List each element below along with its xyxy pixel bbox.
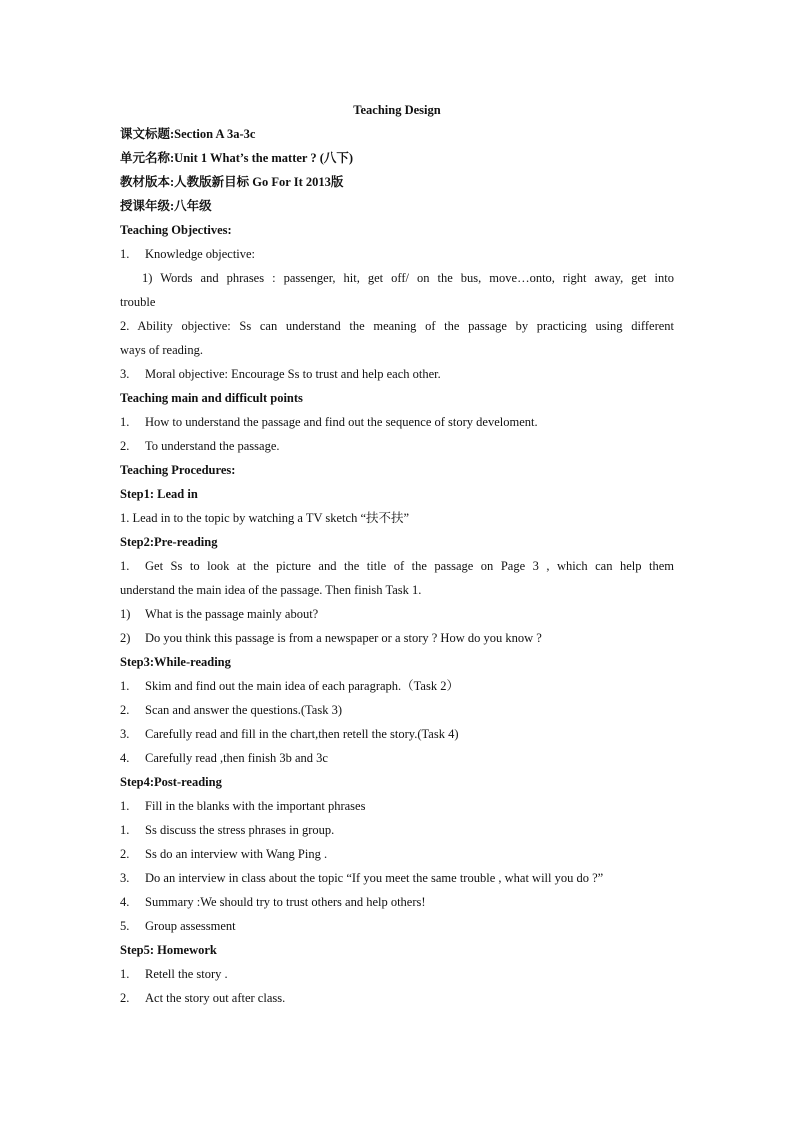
- list-number: 1.: [120, 247, 130, 261]
- list-number: 3.: [120, 871, 130, 885]
- step2-question-1: [120, 602, 674, 626]
- list-text: Scan and answer the questions.(Task 3): [145, 703, 342, 717]
- list-text: Get Ss to look at the picture and the title of the passage on Page 3 , which can help them: [145, 559, 674, 573]
- list-text: Ss do an interview with Wang Ping .: [145, 847, 328, 861]
- list-number: 4.: [120, 751, 130, 765]
- objectives-heading: Teaching Objectives:: [120, 223, 232, 237]
- list-text: Moral objective: Encourage Ss to trust and help each other.: [145, 367, 441, 381]
- list-text: Do an interview in class about the topic “If you meet the same trouble , what will you do ?”: [145, 871, 604, 885]
- step4-item-5: [120, 890, 674, 914]
- step3-item-3: [120, 722, 674, 746]
- step3-item-1: [120, 674, 674, 698]
- list-number: 2.: [120, 319, 130, 333]
- step4-item-4: [120, 866, 674, 890]
- step1-heading: Step1: Lead in: [120, 487, 198, 501]
- list-text: Ability objective: Ss can understand the meaning of the passage by practicing using different: [137, 319, 675, 333]
- objective-item-3: [120, 362, 674, 386]
- step4-heading: Step4:Post-reading: [120, 775, 222, 789]
- step2-question-2: [120, 626, 674, 650]
- list-number: 5.: [120, 919, 130, 933]
- step3-item-2: [120, 698, 674, 722]
- step3-item-4: [120, 746, 674, 770]
- step2-heading: Step2:Pre-reading: [120, 535, 218, 549]
- list-number: 2.: [120, 439, 130, 453]
- list-text: To understand the passage.: [145, 439, 280, 453]
- list-text: Skim and find out the main idea of each paragraph.（Task 2）: [145, 679, 459, 693]
- meta-textbook-version: 教材版本:人教版新目标 Go For It 2013版: [120, 175, 344, 189]
- list-text: Carefully read ,then finish 3b and 3c: [145, 751, 328, 765]
- list-number: 1.: [120, 415, 130, 429]
- list-number: 1): [120, 607, 131, 621]
- step4-item-6: [120, 914, 674, 938]
- list-number: 2): [120, 631, 131, 645]
- list-number: 1.: [120, 559, 130, 573]
- meta-grade: 授课年级:八年级: [120, 199, 212, 213]
- list-number: 2.: [120, 991, 130, 1005]
- list-number: 2.: [120, 847, 130, 861]
- list-text: Knowledge objective:: [145, 247, 256, 261]
- step4-item-1: [120, 794, 674, 818]
- step3-heading: Step3:While-reading: [120, 655, 231, 669]
- step5-heading: Step5: Homework: [120, 943, 217, 957]
- procedures-heading: Teaching Procedures:: [120, 463, 236, 477]
- list-number: 1.: [120, 967, 130, 981]
- list-number: 1.: [120, 823, 130, 837]
- list-number: 1.: [120, 679, 130, 693]
- document-page: [120, 98, 674, 1010]
- points-item-2: [120, 434, 674, 458]
- step1-item: 1. Lead in to the topic by watching a TV sketch “扶不扶”: [120, 511, 410, 525]
- points-item-1: [120, 410, 674, 434]
- objective-item-2-line-2: ways of reading.: [120, 343, 203, 357]
- step5-item-1: [120, 962, 674, 986]
- list-number: 2.: [120, 703, 130, 717]
- step4-item-3: [120, 842, 674, 866]
- list-text: Carefully read and fill in the chart,then retell the story.(Task 4): [145, 727, 459, 741]
- objective-item-1: [120, 242, 674, 266]
- step2-item-line-2: understand the main idea of the passage. Then finish Task 1.: [120, 583, 422, 597]
- list-text: Summary :We should try to trust others and help others!: [145, 895, 426, 909]
- list-number: 4.: [120, 895, 130, 909]
- step5-item-2: [120, 986, 674, 1010]
- objective-item-2-line-1: [120, 314, 674, 338]
- list-text: Ss discuss the stress phrases in group.: [145, 823, 335, 837]
- list-text: What is the passage mainly about?: [145, 607, 319, 621]
- objective-subitem-line-1: 1) Words and phrases : passenger, hit, get off/ on the bus, move…onto, right away, get into: [142, 271, 674, 285]
- objective-subitem-line-2: trouble: [120, 295, 156, 309]
- list-text: Do you think this passage is from a newspaper or a story ? How do you know ?: [145, 631, 542, 645]
- step2-item-line-1: [120, 554, 674, 578]
- list-text: Fill in the blanks with the important phrases: [145, 799, 366, 813]
- meta-unit-name: 单元名称:Unit 1 What’s the matter ? (八下): [120, 151, 354, 165]
- list-number: 1.: [120, 799, 130, 813]
- list-text: Retell the story .: [145, 967, 228, 981]
- list-text: How to understand the passage and find out the sequence of story develoment.: [145, 415, 538, 429]
- meta-lesson-title: 课文标题:Section A 3a-3c: [120, 127, 256, 141]
- list-text: Group assessment: [145, 919, 236, 933]
- points-heading: Teaching main and difficult points: [120, 391, 303, 405]
- list-text: Act the story out after class.: [145, 991, 286, 1005]
- step4-item-2: [120, 818, 674, 842]
- list-number: 3.: [120, 727, 130, 741]
- list-number: 3.: [120, 367, 130, 381]
- document-title: Teaching Design: [353, 103, 441, 117]
